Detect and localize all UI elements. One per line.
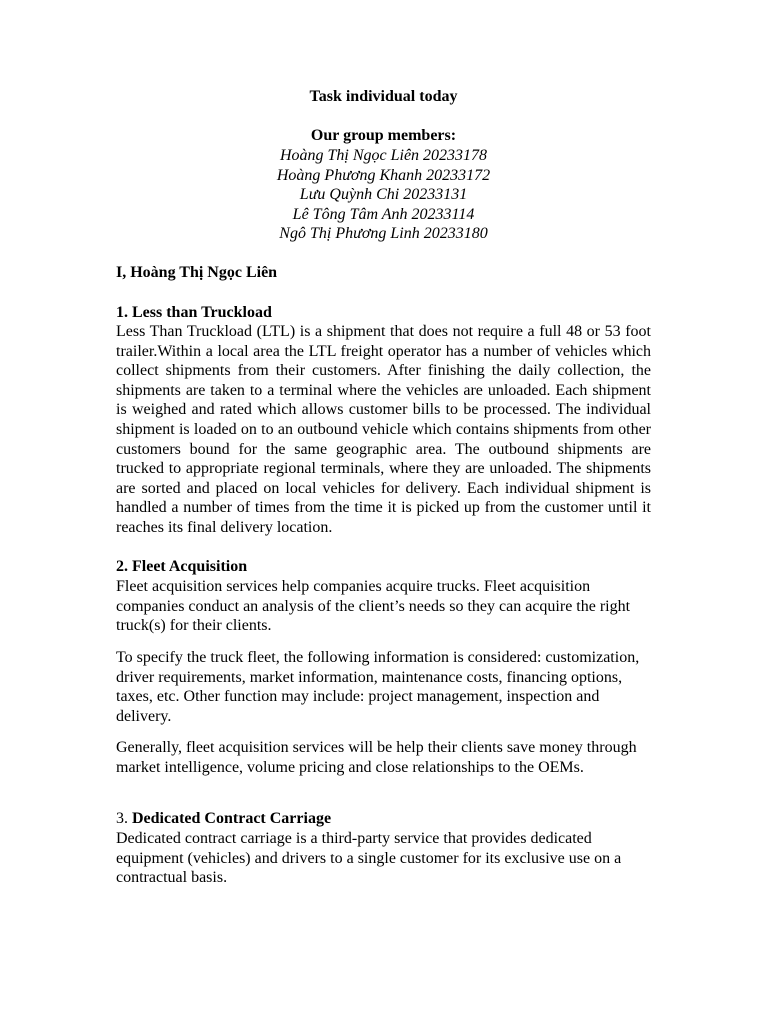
person-heading: I, Hoàng Thị Ngọc Liên: [116, 264, 278, 281]
section-3-heading: [116, 809, 651, 829]
section-2-paragraph: To specify the truck fleet, the following information is considered: customization, driver requirements, market information, maintenance costs, financing options, taxes, etc. Other function may include: project management, inspection and delivery.: [116, 649, 640, 725]
group-member: Hoàng Thị Ngọc Liên 20233178: [279, 147, 488, 164]
section-3-number: 3.: [116, 810, 132, 827]
group-member: Lê Tông Tâm Anh 20233114: [292, 205, 475, 223]
group-member: Ngô Thị Phương Linh 20233180: [279, 225, 488, 243]
section-2-paragraph: Fleet acquisition services help companies acquire trucks. Fleet acquisition companies conduct an analysis of the client’s needs so they can acquire the right truck(s) for their clients.: [116, 578, 631, 635]
group-members-heading: Our group members:: [310, 127, 457, 144]
document-title: Task individual today: [309, 88, 458, 105]
group-members-list: [116, 146, 651, 244]
group-member: Hoàng Phương Khanh 20233172: [276, 166, 491, 184]
group-member: Lưu Quỳnh Chi 20233131: [299, 186, 468, 204]
section-1-body: Less Than Truckload (LTL) is a shipment that does not require a full 48 or 53 foot trailer.Within a local area the LTL freight operator has a number of vehicles which collect shipments from their customers. After finishing the daily collection, the shipments are taken to a terminal where the vehicles are unloaded. Each shipment is weighed and rated which allows customer bills to be processed. The individual shipment is loaded on to an outbound vehicle which contains shipments from other customers bound for the same geographic area. The outbound shipments are trucked to appropriate regional terminals, where they are unloaded. The shipments are sorted and placed on local vehicles for delivery. Each individual shipment is handled a number of times from the time it is picked up from the customer until it reaches its final delivery location.: [116, 323, 651, 536]
section-3-body: Dedicated contract carriage is a third-party service that provides dedicated equipment (vehicles) and drivers to a single customer for its exclusive use on a contractual basis.: [116, 830, 622, 887]
section-2-paragraph: Generally, fleet acquisition services will be help their clients save money through market intelligence, volume pricing and close relationships to the OEMs.: [116, 739, 637, 776]
section-1-heading: 1. Less than Truckload: [116, 304, 272, 321]
section-2-heading: 2. Fleet Acquisition: [116, 558, 248, 575]
section-3-title: Dedicated Contract Carriage: [132, 810, 332, 827]
